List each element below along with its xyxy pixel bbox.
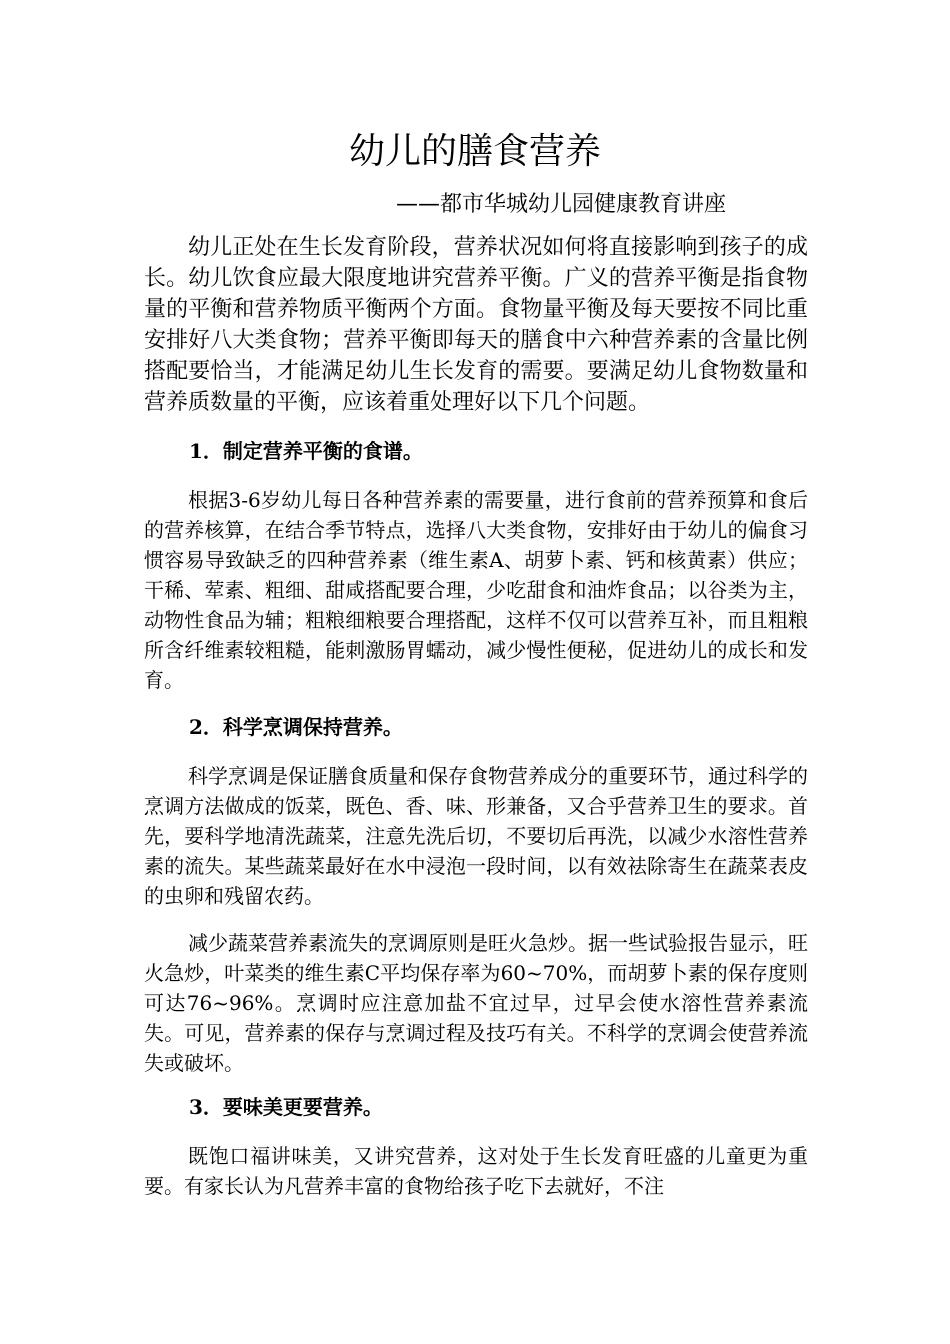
document-subtitle: ——都市华城幼儿园健康教育讲座	[396, 192, 727, 217]
section-3-heading: 3．要味美更要营养。	[189, 1095, 383, 1119]
intro-paragraph: 幼儿正处在生长发育阶段，营养状况如何将直接影响到孩子的成长。幼儿饮食应最大限度地讲究营养平衡。广义的营养平衡是指食物量的平衡和营养物质平衡两个方面。食物量平衡及每天要按不同比重安排好八大类食物；营养平衡即每天的膳食中六种营养素的含量比例搭配要恰当，才能满足幼儿生长发育的需要。要满足幼儿食物数量和 营养质数量的平衡，应该着重处理好以下几个问题。	[144, 235, 808, 415]
section-2-paragraph-1: 科学烹调是保证膳食质量和保存食物营养成分的重要环节，通过科学的烹调方法做成的饭菜，既色、香、味、形兼备，又合乎营养卫生的要求。首先，要科学地清洗蔬菜，注意先洗后切，不要切后再洗，以减少水溶性营养素的流失。某些蔬菜最好在水中浸泡一段时间，以有效祛除寄生在蔬菜表皮的虫卵和残留农药。	[144, 764, 808, 908]
section-2-paragraph-2: 减少蔬菜营养素流失的烹调原则是旺火急炒。据一些试验报告显示，旺火急炒，叶菜类的维生素C平均保存率为60~70%，而胡萝卜素的保存度则可达76~96%。烹调时应注意加盐不宜过早，过早会使水溶性营养素流失。可见，营养素的保存与烹调过程及技巧有关。不科学的烹调会使营养流失或破坏。	[144, 931, 808, 1075]
section-2-heading: 2．科学烹调保持营养。	[189, 715, 403, 739]
section-3-paragraph: 既饱口福讲味美，又讲究营养，这对处于生长发育旺盛的儿童更为重要。有家长认为凡营养丰富的食物给孩子吃下去就好，不注	[144, 1144, 808, 1198]
section-1-heading: 1．制定营养平衡的食谱。	[189, 439, 423, 463]
document-title: 幼儿的膳食营养	[348, 131, 601, 172]
section-1-paragraph: 根据3-6岁幼儿每日各种营养素的需要量，进行食前的营养预算和食后的营养核算，在结合季节特点，选择八大类食物，安排好由于幼儿的偏食习惯容易导致缺乏的四种营养素（维生素A、胡萝卜素、钙和核黄素）供应；干稀、荤素、粗细、甜咸搭配要合理，少吃甜食和油炸食品；以谷类为主，动物性食品为辅；粗粮细粮要合理搭配，这样不仅可以营养互补，而且粗粮所含纤维素较粗糙，能刺激肠胃蠕动，减少慢性便秘，促进幼儿的成长和发育。	[144, 488, 808, 692]
